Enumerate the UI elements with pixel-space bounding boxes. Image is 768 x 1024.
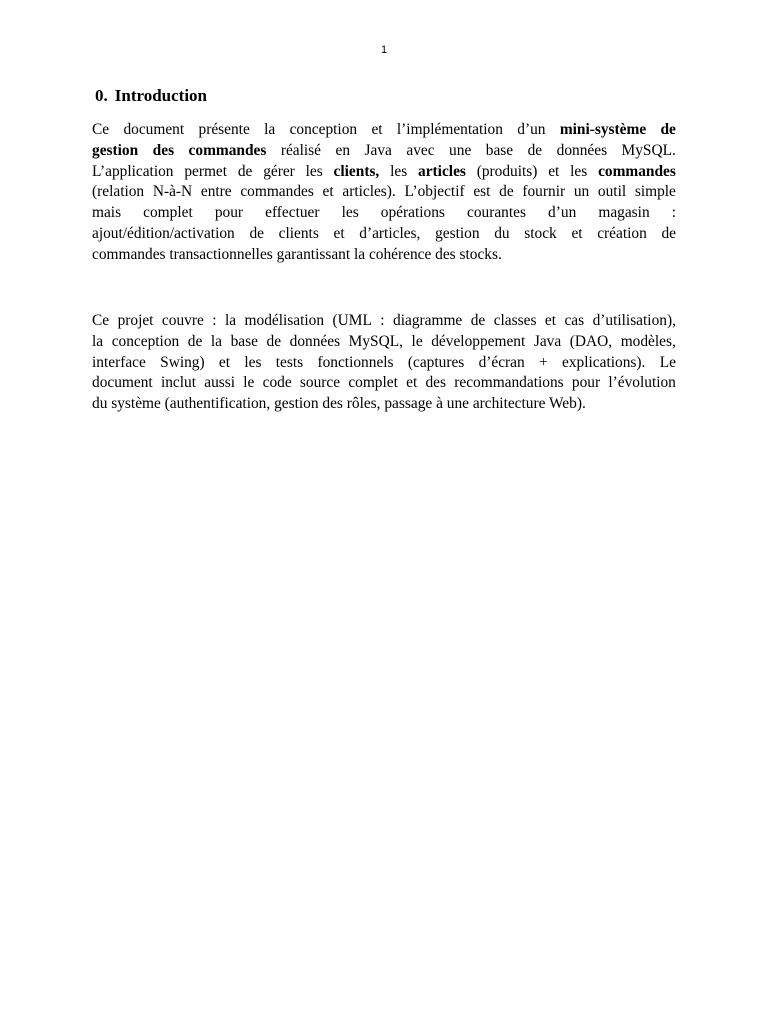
word: : bbox=[671, 204, 676, 222]
page-number: 1 bbox=[380, 44, 388, 56]
emphasis-word: gestion bbox=[92, 141, 139, 159]
word: complet bbox=[143, 204, 193, 222]
word: articles). bbox=[342, 183, 396, 201]
word: d’écran bbox=[478, 353, 525, 371]
word: et bbox=[371, 121, 383, 138]
word: : bbox=[380, 312, 385, 329]
word: les bbox=[244, 353, 262, 371]
word: (produits) bbox=[476, 162, 538, 180]
word: de bbox=[187, 332, 203, 350]
emphasis-word: des bbox=[152, 141, 175, 159]
word: d’un bbox=[517, 121, 546, 138]
emphasis-word: mini-système bbox=[559, 121, 647, 138]
word: permet bbox=[184, 162, 228, 180]
word: création bbox=[597, 224, 647, 242]
word: et bbox=[218, 353, 231, 371]
word: données bbox=[556, 141, 608, 159]
word: présente bbox=[198, 121, 250, 138]
word: courantes bbox=[466, 204, 526, 222]
word: de bbox=[470, 312, 486, 329]
word: est bbox=[473, 183, 491, 201]
word: et bbox=[406, 374, 418, 392]
word: (relation bbox=[92, 183, 145, 201]
word: des bbox=[425, 374, 446, 392]
word: et bbox=[322, 183, 334, 201]
paragraph-line bbox=[92, 162, 676, 183]
word: en bbox=[335, 141, 351, 159]
word: et bbox=[333, 224, 345, 242]
word: complet bbox=[348, 374, 398, 392]
word: conception bbox=[111, 332, 180, 350]
word: du bbox=[494, 224, 510, 242]
paragraph-line bbox=[92, 373, 676, 394]
word: mais bbox=[92, 204, 122, 222]
word: conception bbox=[289, 121, 358, 138]
intro-paragraph-2 bbox=[92, 311, 676, 415]
word: couvre bbox=[161, 312, 204, 329]
emphasis-word: commandes bbox=[598, 162, 676, 180]
word: fonctionnels bbox=[317, 353, 394, 371]
word: avec bbox=[406, 141, 435, 159]
section-title: Introduction bbox=[114, 86, 208, 105]
word: le bbox=[411, 332, 423, 350]
word: (UML bbox=[332, 312, 372, 329]
word: de bbox=[499, 183, 514, 201]
paragraph-line-last: du système (authentification, gestion des rôles, passage à une architecture Web). bbox=[92, 395, 586, 413]
word: document bbox=[123, 121, 185, 138]
word: le bbox=[243, 374, 255, 392]
word: une bbox=[449, 141, 472, 159]
word: et bbox=[571, 224, 583, 242]
word: pour bbox=[214, 204, 244, 222]
word: et bbox=[544, 312, 557, 329]
word: de bbox=[237, 162, 253, 180]
word: inclut bbox=[160, 374, 196, 392]
word: fournir bbox=[522, 183, 566, 201]
word: réalisé bbox=[280, 141, 322, 159]
paragraph-line-last: commandes transactionnelles garantissant la cohérence des stocks. bbox=[92, 245, 502, 263]
word: MySQL, bbox=[348, 332, 403, 350]
word: ajout/édition/activation bbox=[92, 224, 235, 242]
word: effectuer bbox=[265, 204, 320, 222]
word: diagramme bbox=[393, 312, 463, 329]
word: cas bbox=[564, 312, 585, 329]
word: outil bbox=[597, 183, 627, 201]
emphasis-word: de bbox=[660, 121, 676, 138]
paragraph-line bbox=[92, 311, 676, 332]
word: code bbox=[262, 374, 292, 392]
word: les bbox=[570, 162, 588, 180]
word: la bbox=[224, 312, 237, 329]
word: les bbox=[390, 162, 408, 180]
word: projet bbox=[117, 312, 154, 329]
word: document bbox=[92, 374, 153, 392]
word: gestion bbox=[435, 224, 480, 242]
word: gérer bbox=[263, 162, 295, 180]
word: L’objectif bbox=[404, 183, 465, 201]
word: Java bbox=[364, 141, 392, 159]
word: de bbox=[661, 224, 676, 242]
word: pour bbox=[571, 374, 601, 392]
word: magasin bbox=[598, 204, 650, 222]
paragraph-line bbox=[92, 141, 676, 162]
word: Ce bbox=[92, 312, 110, 329]
word: tests bbox=[275, 353, 304, 371]
word: modélisation bbox=[244, 312, 325, 329]
word: base bbox=[485, 141, 514, 159]
word: et bbox=[548, 162, 560, 180]
word: d’utilisation), bbox=[592, 312, 676, 329]
word: un bbox=[573, 183, 590, 201]
word: classes bbox=[493, 312, 537, 329]
word: interface bbox=[92, 353, 146, 371]
word: Java bbox=[533, 332, 562, 350]
word: N-à-N bbox=[152, 183, 193, 201]
word: (captures bbox=[407, 353, 465, 371]
word: clients bbox=[278, 224, 319, 242]
word: entre bbox=[200, 183, 232, 201]
section-heading bbox=[95, 86, 207, 106]
word: de bbox=[249, 224, 264, 242]
word: + bbox=[539, 353, 548, 371]
word: d’articles, bbox=[359, 224, 421, 242]
word: de bbox=[527, 141, 543, 159]
word: simple bbox=[634, 183, 676, 201]
word: (DAO, bbox=[569, 332, 613, 350]
word: stock bbox=[524, 224, 557, 242]
word: recommandations bbox=[454, 374, 564, 392]
word: base bbox=[230, 332, 258, 350]
paragraph-line bbox=[92, 120, 676, 141]
paragraph-line bbox=[92, 353, 676, 374]
word: aussi bbox=[204, 374, 236, 392]
emphasis-word: clients, bbox=[333, 162, 380, 180]
word: source bbox=[299, 374, 341, 392]
emphasis-word: articles bbox=[418, 162, 466, 180]
emphasis-word: commandes bbox=[188, 141, 267, 159]
word: les bbox=[305, 162, 323, 180]
word: commandes bbox=[240, 183, 314, 201]
paragraph-line bbox=[92, 203, 676, 224]
paragraph-line bbox=[92, 224, 676, 245]
word: Ce bbox=[92, 121, 110, 138]
paragraph-line bbox=[92, 182, 676, 203]
word: MySQL. bbox=[621, 141, 676, 159]
word: la bbox=[264, 121, 276, 138]
section-number: 0. bbox=[95, 86, 108, 105]
word: d’un bbox=[548, 204, 577, 222]
word: l’évolution bbox=[608, 374, 676, 392]
word: de bbox=[266, 332, 282, 350]
word: L’application bbox=[92, 162, 174, 180]
intro-paragraph-1 bbox=[92, 120, 676, 266]
word: l’implémentation bbox=[396, 121, 503, 138]
word: opérations bbox=[380, 204, 445, 222]
word: les bbox=[341, 204, 359, 222]
paragraph-line bbox=[92, 332, 676, 353]
word: données bbox=[289, 332, 341, 350]
word: la bbox=[210, 332, 223, 350]
word: explications). bbox=[562, 353, 646, 371]
word: modèles, bbox=[620, 332, 676, 350]
word: Le bbox=[659, 353, 676, 371]
word: Swing) bbox=[160, 353, 205, 371]
word: : bbox=[212, 312, 217, 329]
word: la bbox=[92, 332, 104, 350]
word: développement bbox=[431, 332, 526, 350]
